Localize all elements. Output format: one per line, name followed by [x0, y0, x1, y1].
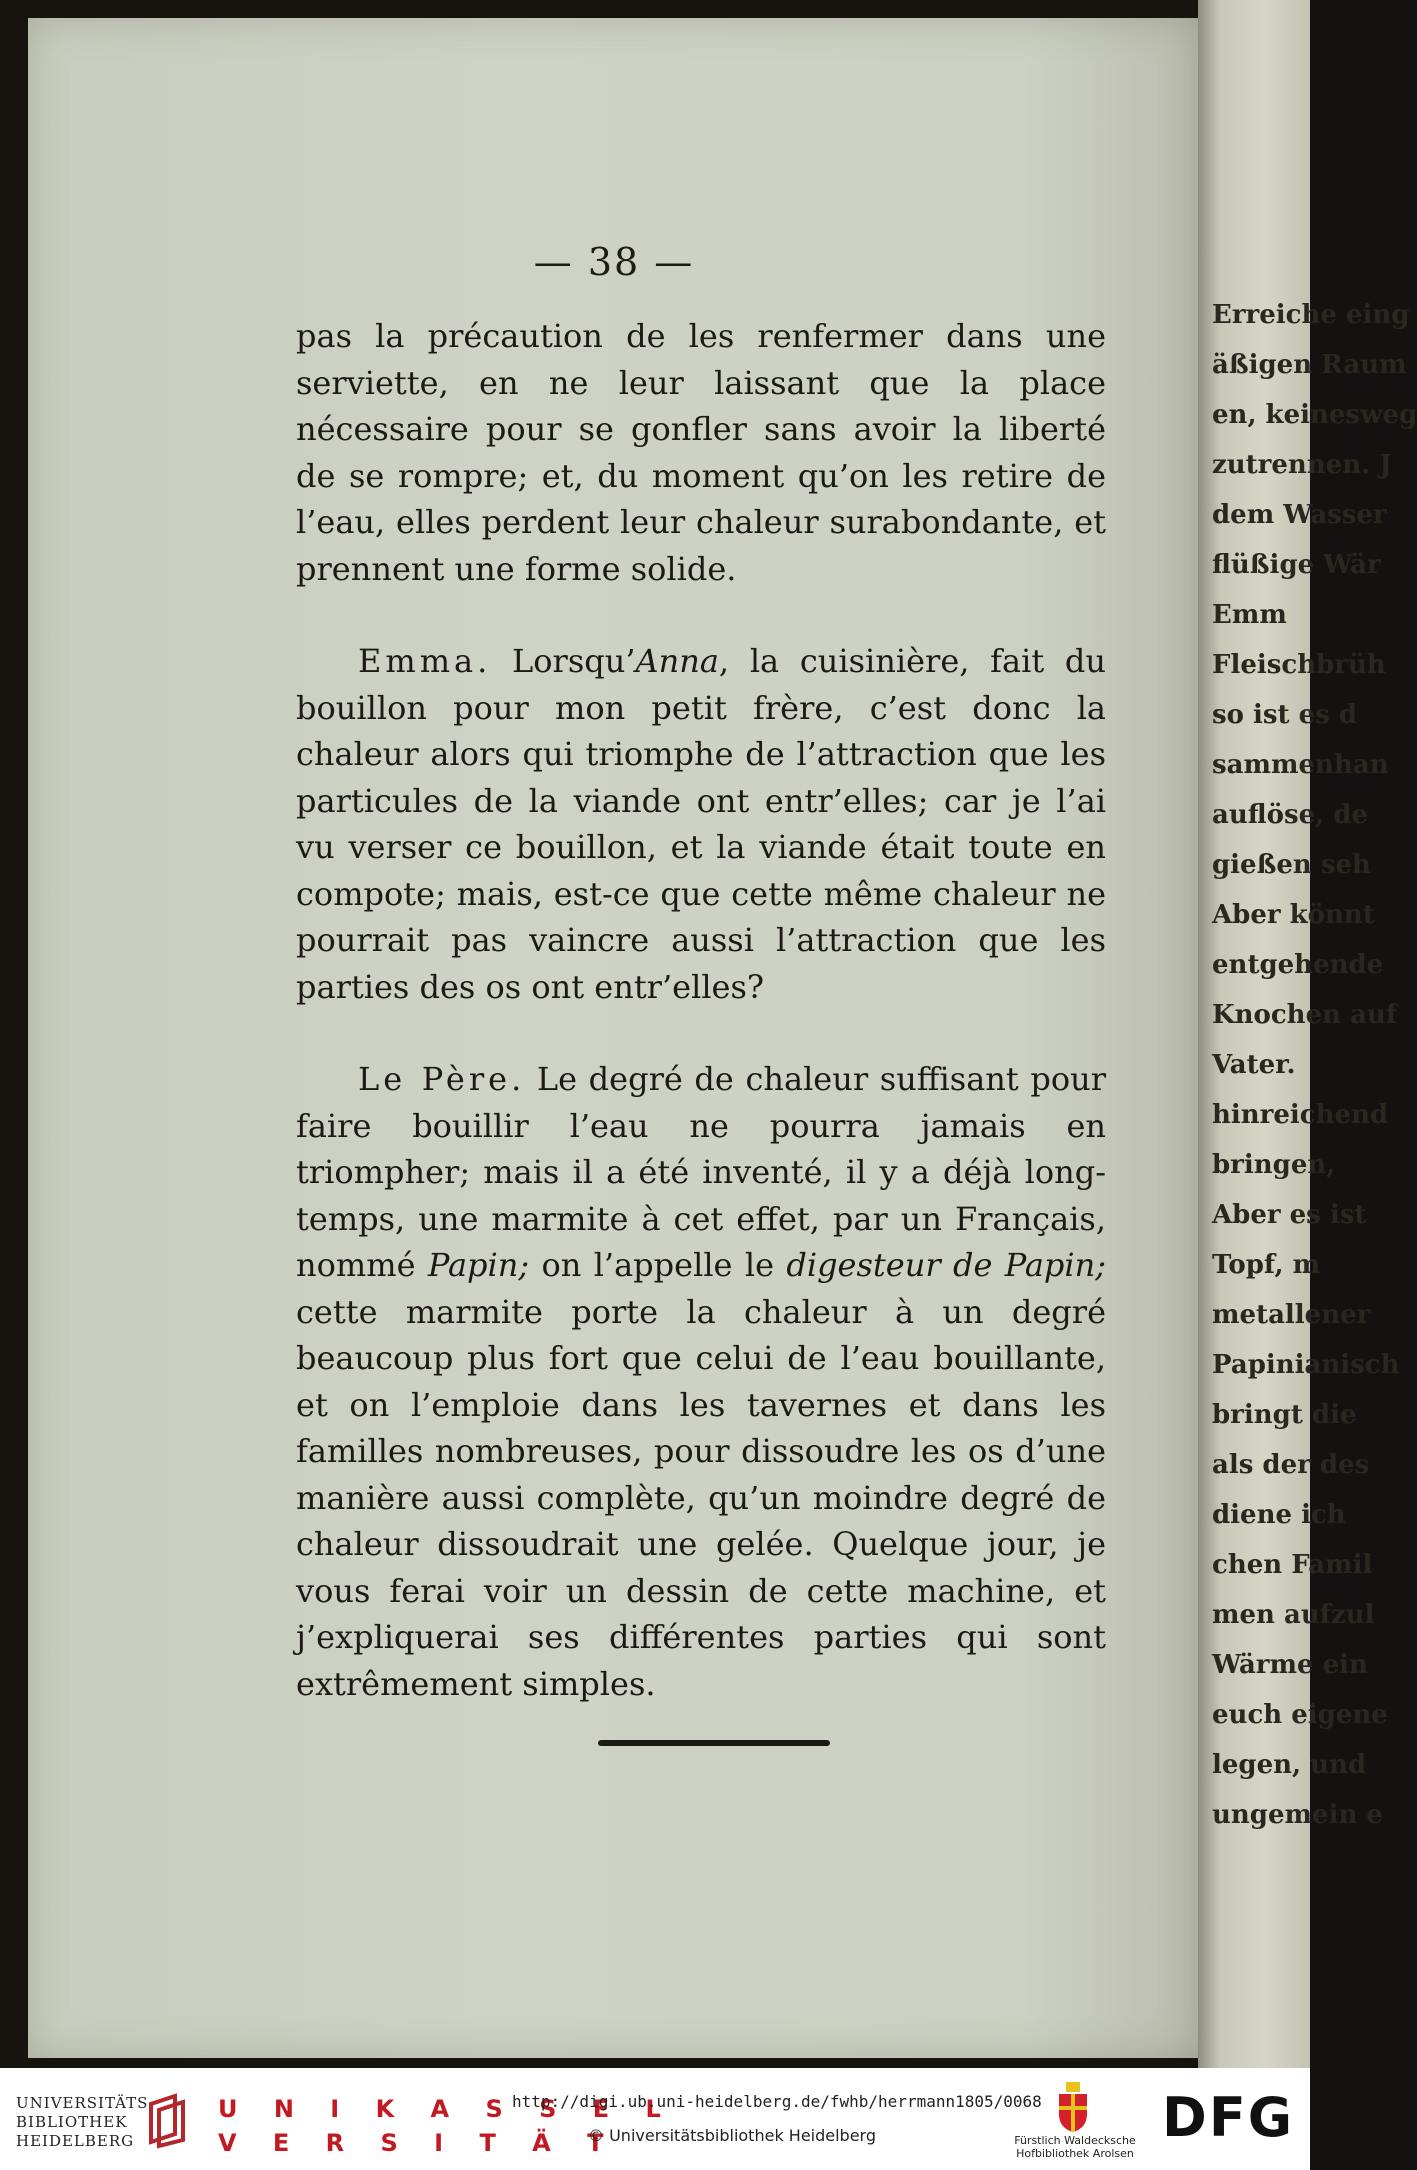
text-run: , la cuisinière, fait du bouillon pour mon petit frère, c’est donc la chaleur alors qui triomphe de l’attraction que les particules de la viande ont entr’elles; car je l’ai vu verser ce bouillon, et la viande était toute en compote; mais, est-ce que cette même chaleur ne pourrait pas vaincre aussi l’attraction que les parties des os ont entr’elles? — [296, 642, 1106, 1006]
heidelberg-logo-icon — [145, 2090, 189, 2148]
italic-text: Anna — [635, 642, 719, 680]
body-text — [296, 313, 1106, 1707]
italic-text: Papin; — [427, 1246, 530, 1284]
adjacent-page-line: Aber es ist — [1212, 1200, 1367, 1230]
end-rule — [598, 1740, 830, 1746]
adjacent-page-line: legen, und — [1212, 1750, 1367, 1780]
adjacent-page-line: auflöse, de — [1212, 800, 1368, 830]
adjacent-page-line: Emm — [1212, 600, 1287, 630]
adjacent-page-line: Vater. — [1212, 1050, 1296, 1080]
heidelberg-line: UNIVERSITÄTS- — [16, 2094, 156, 2112]
text-run: pas la précaution de les renfermer dans une serviette, en ne leur laissant que la place nécessaire pour se gonfler sans avoir la liberté de se rompre; et, du moment qu’on les retire de l’eau, elles perdent leur chaleur surabondante, et prennent une forme solide. — [296, 317, 1106, 588]
adjacent-page-line: diene ich — [1212, 1500, 1346, 1530]
adjacent-page-line: en, keinesweg — [1212, 400, 1417, 430]
adjacent-page-line: Topf, m — [1212, 1250, 1321, 1280]
permalink-url[interactable]: http://digi.ub.uni-heidelberg.de/fwhb/herrmann1805/0068 — [512, 2092, 1042, 2111]
adjacent-page-text — [1212, 290, 1417, 1840]
kassel-line: U N I K A S S E L — [218, 2095, 675, 2123]
text-run: on l’appelle le — [529, 1246, 787, 1284]
adjacent-page-line: Papinianisch — [1212, 1350, 1400, 1380]
arolsen-line: Fürstlich Waldecksche — [1014, 2134, 1136, 2147]
adjacent-page-line: sammenhan — [1212, 750, 1389, 780]
heidelberg-library-label — [16, 2094, 155, 2151]
adjacent-page-line: flüßige Wär — [1212, 550, 1381, 580]
adjacent-page-edge — [1198, 0, 1417, 2068]
adjacent-page-line: Fleischbrüh — [1212, 650, 1386, 680]
arolsen-library-label — [1010, 2134, 1140, 2160]
adjacent-page-line: Erreiche eing — [1212, 300, 1410, 330]
adjacent-page-line: Aber könnt — [1212, 900, 1375, 930]
page-number-header: — 38 — — [533, 240, 695, 284]
paragraph — [296, 638, 1106, 1010]
adjacent-page-line: chen Famil — [1212, 1550, 1373, 1580]
adjacent-page-line: zutrennen. J — [1212, 450, 1392, 480]
adjacent-page-line: gießen seh — [1212, 850, 1371, 880]
adjacent-page-line: äßigen Raum — [1212, 350, 1407, 380]
heidelberg-line: HEIDELBERG — [16, 2132, 135, 2150]
dfg-logo: DFG — [1162, 2086, 1295, 2149]
text-run: Le degré de chaleur suffisant pour faire bouillir l’eau ne pourra jamais en triompher; mais il a été inventé, il y a déjà long-temps, une marmite à cet effet, par un Français, nommé — [296, 1060, 1107, 1284]
paragraph — [296, 1056, 1106, 1707]
adjacent-page-line: Wärme ein — [1212, 1650, 1368, 1680]
adjacent-page-line: men aufzul — [1212, 1600, 1375, 1630]
adjacent-page-line: bringen, — [1212, 1150, 1336, 1180]
arolsen-line: Hofbibliothek Arolsen — [1016, 2147, 1134, 2160]
adjacent-page-line: Knochen auf — [1212, 1000, 1398, 1030]
adjacent-page-line: euch eigene — [1212, 1700, 1388, 1730]
speaker-name: Le Père. — [358, 1060, 526, 1098]
waldeck-crest-icon — [1056, 2082, 1090, 2132]
text-run: Lorsqu’ — [491, 642, 636, 680]
adjacent-page-line: bringt die — [1212, 1400, 1357, 1430]
kassel-line: V E R S I T Ä T — [218, 2129, 618, 2157]
paragraph — [296, 313, 1106, 592]
italic-text: digesteur de Papin; — [786, 1246, 1106, 1284]
copyright-notice: © Universitätsbibliothek Heidelberg — [588, 2126, 877, 2145]
adjacent-page-line: hinreichend — [1212, 1100, 1389, 1130]
adjacent-page-line: als der des — [1212, 1450, 1370, 1480]
adjacent-page-line: so ist es d — [1212, 700, 1358, 730]
footer-bar — [0, 2068, 1310, 2170]
heidelberg-line: BIBLIOTHEK — [16, 2113, 128, 2131]
adjacent-page-line: ungemein e — [1212, 1800, 1383, 1830]
text-run: cette marmite porte la chaleur à un degré beaucoup plus fort que celui de l’eau bouillante, et on l’emploie dans les tavernes et dans les familles nombreuses, pour dissoudre les os d’une manière aussi complète, qu’un moindre degré de chaleur dissoudrait une gelée. Quelque jour, je vous ferai voir un dessin de cette machine, et j’expliquerai ses différentes parties qui sont extrêmement simples. — [296, 1292, 1106, 1703]
speaker-name: Emma. — [358, 642, 492, 680]
book-page — [28, 18, 1200, 2058]
adjacent-page-line: dem Wasser — [1212, 500, 1387, 530]
adjacent-page-line: metallener — [1212, 1300, 1371, 1330]
adjacent-page-line: entgehende — [1212, 950, 1384, 980]
